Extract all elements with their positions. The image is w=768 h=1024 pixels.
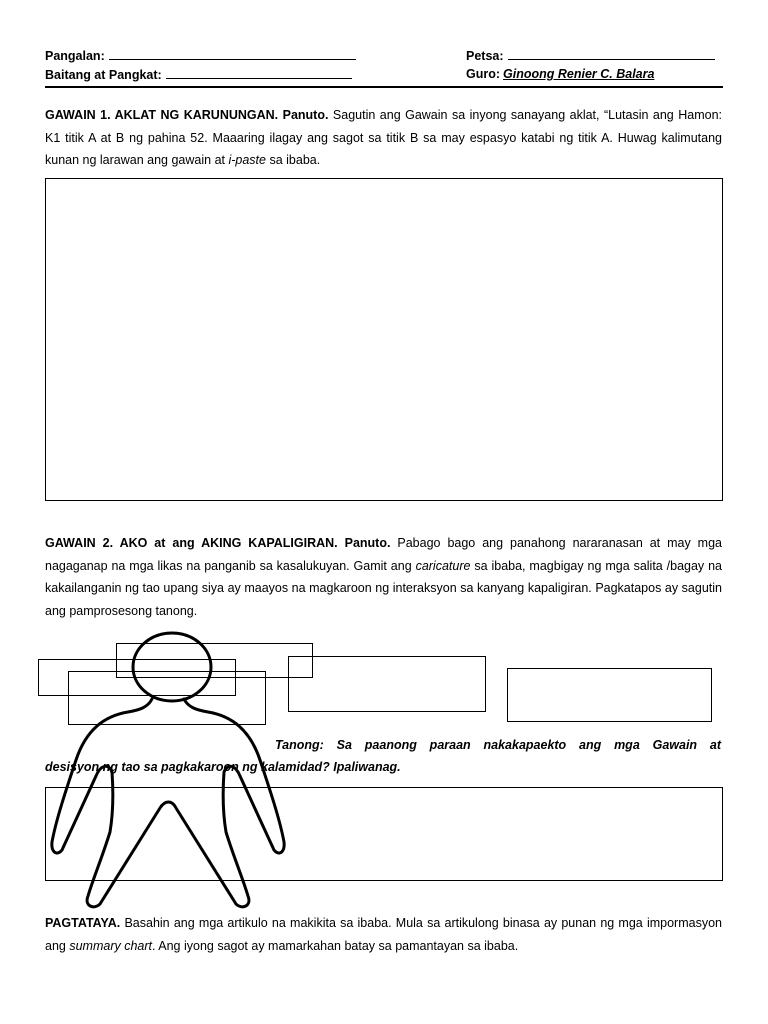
gawain2-text-a: Pabago bago ang panahong nararanasan at may mga nagaganap na mga likas na panganib sa kasalukuyan. Gamit ang: [45, 536, 722, 573]
pagtataya-text-b: . Ang iyong sagot ay mamarkahan batay sa pamantayan sa ibaba.: [152, 938, 519, 953]
guro-label: Guro:: [466, 67, 501, 81]
pangalan-label: Pangalan:: [45, 49, 105, 63]
gawain1-text-b: sa ibaba.: [266, 153, 321, 167]
gawain2-text-em: caricature: [415, 558, 471, 573]
gawain1-text-a: Sagutin ang Gawain sa inyong sanayang aklat, “Lutasin ang Hamon: K1 titik A at B ng pahina 52. Maaaring ilagay ang sagot sa titik B sa may espasyo katabi ng titik A. Huwag kalimutang kunan ng larawan ang gawain at: [45, 108, 722, 167]
pagtataya-title: PAGTATAYA.: [45, 916, 121, 930]
pagtataya-text-em: summary chart: [69, 938, 152, 953]
tanong-line-1: Tanong: Sa paanong paraan nakakapaekto ang mga Gawain at: [275, 738, 721, 752]
pagtataya-text-a: Basahin ang mga artikulo na makikita sa ibaba. Mula sa artikulong binasa ay punan ng mga impormasyon ang: [45, 916, 722, 953]
guro-value: Ginoong Renier C. Balara: [503, 67, 655, 81]
caricature-head: [133, 633, 211, 701]
caricature-body-outline: [52, 699, 284, 907]
gawain1-text-em: i-paste: [228, 153, 266, 167]
gawain2-text-b: sa ibaba, magbigay ng mga salita /bagay na kakailanganin ng tao upang siya ay maayos na magkaroon ng interaksyon sa kanyang kapaligiran. Pagkatapos ay sagutin ang pamprosesong tanong.: [45, 558, 722, 618]
tanong-line-2: desisyon ng tao sa pagkakaroon ng kalamidad? Ipaliwanag.: [45, 760, 401, 774]
pagtataya-instructions: [45, 912, 722, 957]
petsa-label: Petsa:: [466, 49, 504, 63]
baitang-label: Baitang at Pangkat:: [45, 68, 162, 82]
gawain1-title: GAWAIN 1. AKLAT NG KARUNUNGAN. Panuto.: [45, 108, 329, 122]
gawain2-title: GAWAIN 2. AKO at ang AKING KAPALIGIRAN. Panuto.: [45, 536, 391, 550]
